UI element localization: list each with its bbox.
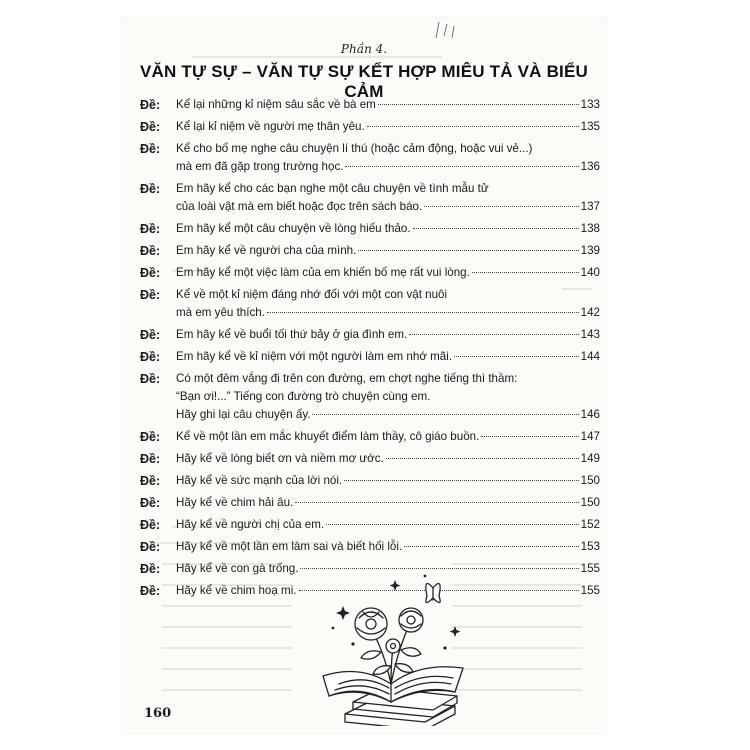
toc-entry-body xyxy=(176,428,600,446)
dot-leader xyxy=(267,312,579,313)
toc-entry-label: Đề: xyxy=(140,562,161,576)
pencil-mark-icon xyxy=(432,18,462,40)
dot-leader xyxy=(481,436,578,437)
toc-entry-label: Đề: xyxy=(140,98,161,112)
toc-entry-last-line xyxy=(176,242,600,260)
toc-entry xyxy=(140,286,600,322)
toc-entry-body xyxy=(176,472,600,490)
dot-leader xyxy=(367,126,579,127)
toc-entry xyxy=(140,180,600,216)
toc-entry-text: Kể về một kỉ niệm đáng nhớ đối với một con vật nuôi xyxy=(176,288,448,301)
toc-entry-last-line xyxy=(176,450,600,468)
toc-entry-last-line xyxy=(176,516,600,534)
toc-entry-last-line xyxy=(176,348,600,366)
toc-entry xyxy=(140,370,600,424)
toc-entry-text: Kể về một lần em mắc khuyết điểm làm thầy, cô giáo buồn. xyxy=(176,430,480,443)
toc-entry-text: Hãy kể về sức mạnh của lời nói. xyxy=(176,474,343,487)
toc-entry-label: Đề: xyxy=(140,350,161,364)
dot-leader xyxy=(312,414,578,415)
toc-entry-last-line xyxy=(176,326,600,344)
table-of-contents xyxy=(140,96,600,604)
toc-entry-label: Đề: xyxy=(140,452,161,466)
toc-entry-text: Kể lại kỉ niệm về người mẹ thân yêu. xyxy=(176,120,365,133)
toc-entry-label: Đề: xyxy=(140,266,161,280)
toc-entry-body xyxy=(176,220,600,238)
toc-entry-page: 147 xyxy=(580,430,600,443)
toc-entry-last-line xyxy=(176,118,600,136)
toc-entry-label: Đề: xyxy=(140,584,161,598)
toc-entry-body xyxy=(176,494,600,512)
toc-entry-page: 138 xyxy=(580,222,600,235)
toc-entry-label: Đề: xyxy=(140,518,161,532)
toc-entry-text: Hãy kể về con gà trống. xyxy=(176,562,299,575)
toc-entry-page: 135 xyxy=(580,120,600,133)
toc-entry-last-line xyxy=(176,96,600,114)
dot-leader xyxy=(345,166,578,167)
toc-entry-page: 146 xyxy=(580,408,600,421)
toc-entry-label: Đề: xyxy=(140,540,161,554)
section-title: VĂN TỰ SỰ – VĂN TỰ SỰ KẾT HỢP MIÊU TẢ VÀ BIỂU CẢM xyxy=(140,62,588,101)
page-number: 160 xyxy=(144,706,172,721)
toc-entry xyxy=(140,242,600,260)
toc-entry-text: Em hãy kể một câu chuyện về lòng hiếu thảo. xyxy=(176,222,411,235)
dot-leader xyxy=(424,206,578,207)
toc-entry xyxy=(140,220,600,238)
toc-entry-body xyxy=(176,180,600,216)
toc-entry-last-line xyxy=(176,494,600,512)
toc-entry-body xyxy=(176,118,600,136)
toc-entry-page: 155 xyxy=(580,584,600,597)
toc-entry-text: Hãy kể về lòng biết ơn và niềm mơ ước. xyxy=(176,452,384,465)
toc-entry-label: Đề: xyxy=(140,222,161,236)
toc-entry xyxy=(140,472,600,490)
toc-entry-page: 143 xyxy=(580,328,600,341)
dot-leader xyxy=(358,250,578,251)
toc-entry-last-line xyxy=(176,472,600,490)
toc-entry-page: 149 xyxy=(580,452,600,465)
toc-entry-page: 150 xyxy=(580,496,600,509)
dot-leader xyxy=(344,480,579,481)
toc-entry-label: Đề: xyxy=(140,474,161,488)
toc-entry-last-line xyxy=(176,538,600,556)
toc-entry-body xyxy=(176,286,600,322)
toc-entry-last-line xyxy=(176,406,600,424)
toc-entry-label: Đề: xyxy=(140,142,161,156)
toc-entry-label: Đề: xyxy=(140,182,161,196)
toc-entry-last-line xyxy=(176,198,600,216)
toc-entry-text: Em hãy kể về kỉ niệm với một người làm em nhớ mãi. xyxy=(176,350,453,363)
toc-entry xyxy=(140,516,600,534)
toc-entry-text: Có một đêm vắng đi trên con đường, em chợt nghe tiếng thì thầm: xyxy=(176,372,518,385)
toc-entry-text: Hãy kể về người chị của em. xyxy=(176,518,325,531)
toc-entry-last-line xyxy=(176,428,600,446)
toc-entry-body xyxy=(176,348,600,366)
toc-entry-body xyxy=(176,538,600,556)
dot-leader xyxy=(378,104,579,105)
toc-entry-text: Em hãy kể cho các bạn nghe một câu chuyện về tình mẫu tử xyxy=(176,182,489,195)
toc-entry-text: Hãy kể về chim hải âu. xyxy=(176,496,294,509)
toc-entry-last-line xyxy=(176,220,600,238)
toc-entry-last-line xyxy=(176,264,600,282)
dot-leader xyxy=(454,356,579,357)
toc-entry-page: 150 xyxy=(580,474,600,487)
toc-entry-last-line xyxy=(176,158,600,176)
toc-entry-text: “Bạn ơi!...” Tiếng con đường trò chuyện cùng em. xyxy=(176,390,431,403)
dot-leader xyxy=(413,228,579,229)
toc-entry-text: Kể cho bố mẹ nghe câu chuyện lí thú (hoặc cảm động, hoặc vui vẻ...) xyxy=(176,142,533,155)
part-label: Phần 4. xyxy=(340,42,388,56)
toc-entry xyxy=(140,140,600,176)
dot-leader xyxy=(409,334,578,335)
toc-entry xyxy=(140,538,600,556)
toc-entry-page: 133 xyxy=(580,98,600,111)
toc-entry-page: 144 xyxy=(580,350,600,363)
toc-entry-page: 140 xyxy=(580,266,600,279)
toc-entry-label: Đề: xyxy=(140,496,161,510)
toc-entry-label: Đề: xyxy=(140,244,161,258)
toc-entry-page: 153 xyxy=(580,540,600,553)
toc-entry-body xyxy=(176,242,600,260)
toc-entry xyxy=(140,494,600,512)
toc-entry-text: Kể lại những kỉ niệm sâu sắc về bà em xyxy=(176,98,376,111)
toc-entry-label: Đề: xyxy=(140,120,161,134)
toc-entry-text: Em hãy kể một việc làm của em khiến bố mẹ rất vui lòng. xyxy=(176,266,470,279)
toc-entry-body xyxy=(176,370,600,424)
toc-entry-text: mà em yêu thích. xyxy=(176,306,265,319)
flowers-growing-from-open-book-icon xyxy=(305,566,475,726)
toc-entry-page: 136 xyxy=(580,160,600,173)
toc-entry-label: Đề: xyxy=(140,372,161,386)
toc-entry xyxy=(140,118,600,136)
toc-entry xyxy=(140,450,600,468)
toc-entry-text: Hãy kể về chim hoạ mi. xyxy=(176,584,297,597)
dot-leader xyxy=(386,458,579,459)
toc-entry-body xyxy=(176,450,600,468)
toc-entry-body xyxy=(176,140,600,176)
toc-entry-body xyxy=(176,326,600,344)
toc-entry-text: Hãy ghi lại câu chuyện ấy. xyxy=(176,408,311,421)
toc-entry-page: 152 xyxy=(580,518,600,531)
toc-entry xyxy=(140,264,600,282)
toc-entry-page: 139 xyxy=(580,244,600,257)
toc-entry-text: mà em đã gặp trong trường học. xyxy=(176,160,344,173)
toc-entry-text: Hãy kể về một lần em làm sai và biết hối lỗi. xyxy=(176,540,403,553)
toc-entry-text: của loài vật mà em biết hoặc đọc trên sách báo. xyxy=(176,200,423,213)
toc-entry-text: Em hãy kể về buổi tối thứ bảy ở gia đình em. xyxy=(176,328,408,341)
dot-leader xyxy=(404,546,578,547)
dot-leader xyxy=(326,524,579,525)
toc-entry xyxy=(140,428,600,446)
toc-entry-label: Đề: xyxy=(140,430,161,444)
dot-leader xyxy=(295,502,578,503)
toc-entry-page: 155 xyxy=(580,562,600,575)
toc-entry-body xyxy=(176,516,600,534)
toc-entry-body xyxy=(176,96,600,114)
book-page xyxy=(122,18,606,733)
toc-entry-page: 137 xyxy=(580,200,600,213)
toc-entry-last-line xyxy=(176,304,600,322)
toc-entry xyxy=(140,96,600,114)
dot-leader xyxy=(472,272,579,273)
toc-entry-body xyxy=(176,264,600,282)
toc-entry-label: Đề: xyxy=(140,328,161,342)
toc-entry xyxy=(140,326,600,344)
toc-entry-text: Em hãy kể về người cha của mình. xyxy=(176,244,357,257)
toc-entry-label: Đề: xyxy=(140,288,161,302)
toc-entry xyxy=(140,348,600,366)
toc-entry-page: 142 xyxy=(580,306,600,319)
